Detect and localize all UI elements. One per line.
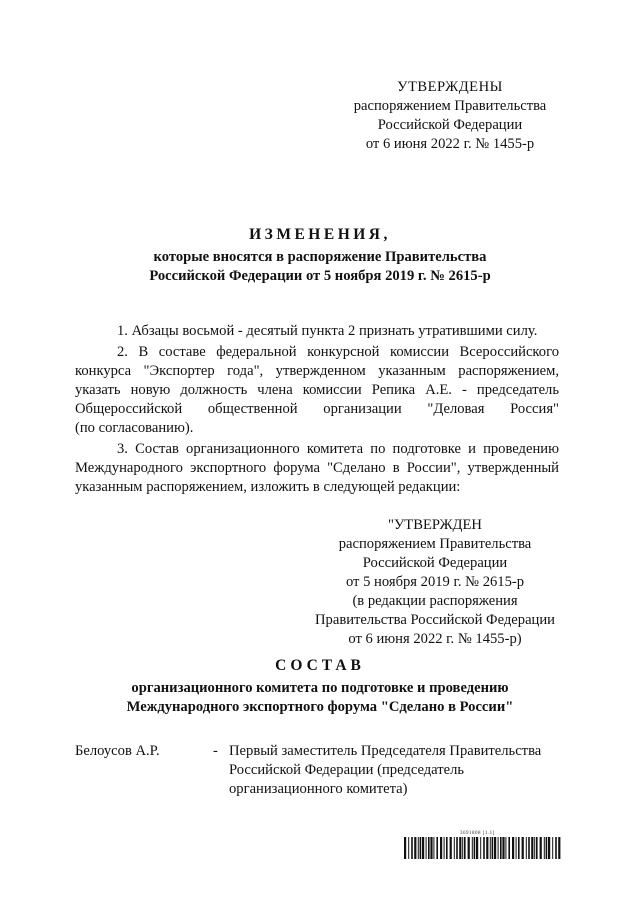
barcode-bar	[492, 837, 494, 859]
barcode-bar	[498, 837, 499, 859]
barcode-bar	[474, 837, 476, 859]
barcode-bar	[464, 837, 466, 859]
barcode-icon	[404, 837, 562, 859]
item-2-line: конкурса "Экспортер года", утвержденном указанным распоряжением,	[75, 363, 559, 379]
barcode-bar	[472, 837, 473, 859]
composition-subtitle-line: Международного экспортного форума "Сделано в России"	[126, 699, 514, 715]
barcode-bar	[508, 837, 510, 859]
barcode-bar	[531, 837, 533, 859]
changes-title: ИЗМЕНЕНИЯ,	[249, 226, 391, 243]
item-3-line: Международного экспортного форума "Сделано в России", утвержденный	[75, 460, 559, 476]
document-code: 3691808 [1.1]	[460, 831, 495, 836]
composition-title: СОСТАВ	[275, 657, 365, 674]
inner-approval-line: распоряжением Правительства	[338, 536, 532, 552]
composition-subtitle-line: организационного комитета по подготовке и проведению	[131, 680, 509, 696]
approval-line: Российской Федерации	[377, 117, 523, 133]
item-3	[75, 440, 559, 497]
member-role-line: организационного комитета)	[229, 781, 408, 797]
barcode-bar	[444, 837, 445, 859]
changes-subtitle-line: Российской Федерации от 5 ноября 2019 г. № 2615-р	[149, 268, 491, 284]
item-2-line: указать новую должность члена комиссии Репика А.Е. - председатель	[75, 382, 559, 398]
barcode-bar	[534, 837, 535, 859]
approval-date-number: от 6 июня 2022 г. № 1455-р	[365, 136, 535, 152]
barcode-bar	[500, 837, 502, 859]
barcode-bar	[462, 837, 463, 859]
inner-approval-line: (в редакции распоряжения	[352, 593, 518, 609]
composition-subtitle	[0, 679, 640, 717]
changes-subtitle	[0, 248, 640, 286]
barcode-bar	[546, 837, 548, 859]
barcode-bar	[528, 837, 530, 859]
inner-approval-line: Правительства Российской Федерации	[315, 612, 555, 628]
barcode-bar	[426, 837, 427, 859]
barcode-bar	[450, 837, 452, 859]
barcode-bar	[459, 837, 461, 859]
item-3-line: 3. Состав организационного комитета по подготовке и проведению	[117, 441, 559, 457]
barcode-bar	[408, 837, 409, 859]
barcode-bar	[552, 837, 553, 859]
barcode-bar	[468, 837, 470, 859]
item-2-line: (по согласованию).	[75, 420, 194, 436]
barcode-bar	[454, 837, 455, 859]
item-2-line: 2. В составе федеральной конкурсной комиссии Всероссийского	[117, 344, 559, 360]
barcode-bar	[522, 837, 524, 859]
inner-approval-line: от 5 ноября 2019 г. № 2615-р	[345, 574, 525, 590]
barcode-bar	[404, 837, 406, 859]
item-2	[75, 343, 559, 438]
member-name: Белоусов А.Р.	[75, 743, 160, 759]
barcode-bar	[516, 837, 517, 859]
barcode-bar	[428, 837, 430, 859]
barcode-bar	[436, 837, 438, 859]
barcode-bar	[494, 837, 496, 859]
barcode-bar	[420, 837, 422, 859]
approval-line: распоряжением Правительства	[353, 98, 547, 114]
item-1: 1. Абзацы восьмой - десятый пункта 2 признать утратившими силу.	[117, 323, 538, 339]
inner-approval-line: Российской Федерации	[362, 555, 508, 571]
barcode-bar	[411, 837, 413, 859]
barcode-bar	[512, 837, 514, 859]
barcode-bar	[526, 837, 527, 859]
barcode-bar	[502, 837, 504, 859]
item-3-line: указанным распоряжением, изложить в следующей редакции:	[75, 479, 461, 495]
barcode-bar	[505, 837, 506, 859]
changes-subtitle-line: которые вносятся в распоряжение Правительства	[153, 249, 487, 265]
member-role-line: Российской Федерации (председатель	[229, 762, 465, 778]
inner-approval-line: от 6 июня 2022 г. № 1455-р)	[348, 631, 522, 647]
barcode-bar	[483, 837, 485, 859]
inner-approval-heading: "УТВЕРЖДЕН	[388, 517, 482, 533]
barcode-bar	[486, 837, 488, 859]
item-2-line: Общероссийской общественной организации "Деловая Россия"	[75, 401, 559, 417]
barcode-bar	[490, 837, 491, 859]
barcode-bar	[548, 837, 550, 859]
barcode-bar	[422, 837, 424, 859]
approval-heading: УТВЕРЖДЕНЫ	[397, 79, 503, 95]
barcode-bar	[433, 837, 434, 859]
member-dash: -	[213, 743, 218, 759]
barcode-bar	[414, 837, 416, 859]
inner-approval-block	[290, 516, 580, 649]
barcode-bar	[430, 837, 432, 859]
barcode-bar	[544, 837, 545, 859]
member-role-line: Первый заместитель Председателя Правительства	[229, 743, 542, 759]
barcode-bar	[440, 837, 442, 859]
barcode-bar	[540, 837, 542, 859]
barcode-bar	[418, 837, 419, 859]
barcode-bar	[536, 837, 538, 859]
barcode-bar	[476, 837, 478, 859]
barcode-bar	[456, 837, 458, 859]
barcode-bar	[558, 837, 560, 859]
barcode-bar	[480, 837, 481, 859]
barcode-bar	[555, 837, 557, 859]
member-role	[229, 742, 569, 799]
barcode-bar	[518, 837, 520, 859]
header-approval-block	[330, 78, 570, 154]
barcode-bar	[446, 837, 448, 859]
